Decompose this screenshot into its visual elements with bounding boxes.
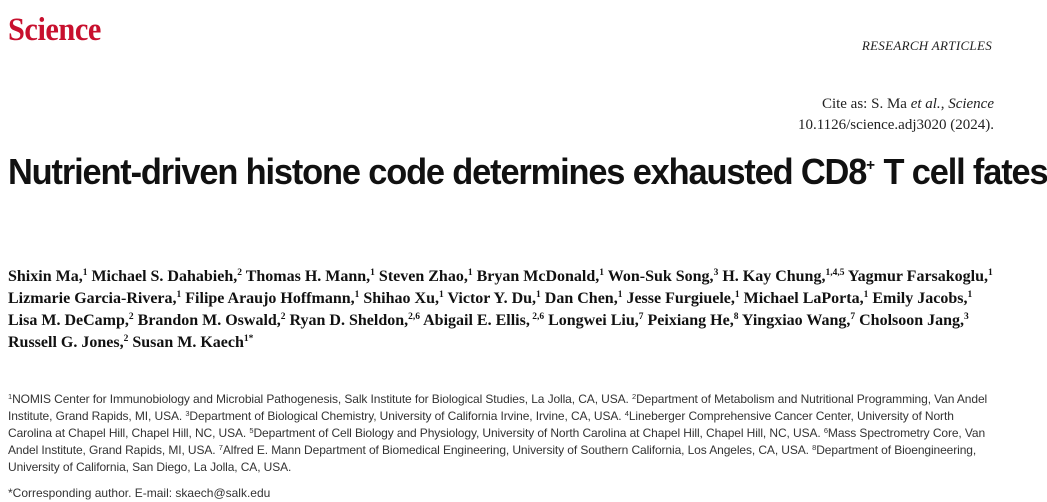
affiliation-text: Department of Biological Chemistry, University of California Irvine, Irvine, CA, USA.	[189, 409, 622, 423]
author-affiliation-mark: 1	[354, 290, 360, 300]
article-title	[8, 150, 1047, 194]
affiliation-text: Department of Metabolism and Nutritional Programming, Van Andel Institute, Grand Rapids, MI, USA.	[8, 392, 988, 423]
citation-doi: 10.1126/science.adj3020 (2024).	[797, 117, 994, 133]
author-affiliation-mark: 1	[536, 290, 541, 300]
author-name: Steven Zhao,	[378, 268, 468, 285]
author-affiliation-mark: 1	[617, 290, 623, 300]
title-superscript: +	[866, 157, 876, 174]
author-name: Susan M. Kaech	[132, 334, 244, 351]
affiliation-text: Alfred E. Mann Department of Biomedical Engineering, University of Southern California, Los Angeles, CA, USA.	[222, 443, 809, 457]
citation-prefix: Cite as: S. Ma	[821, 96, 911, 112]
title-main: Nutrient-driven histone code determines exhausted CD8	[8, 151, 867, 192]
affiliation-text: NOMIS Center for Immunobiology and Microbial Pathogenesis, Salk Institute for Biological Studies, La Jolla, CA, USA.	[12, 392, 629, 406]
author-name: Cholsoon Jang,	[859, 312, 965, 329]
author-affiliation-mark: 1	[967, 290, 973, 300]
author-affiliation-mark: 2	[128, 312, 134, 322]
author-name: H. Kay Chung,	[722, 268, 826, 285]
author-affiliation-mark: 8	[733, 312, 739, 322]
author-affiliation-mark: 3	[964, 312, 969, 322]
author-name: Thomas H. Mann,	[245, 268, 371, 285]
author-name: Shihao Xu,	[363, 290, 439, 307]
author-affiliation-mark: 1*	[243, 334, 254, 344]
author-name: Michael S. Dahabieh,	[91, 268, 238, 285]
author-affiliation-mark: 1	[82, 268, 88, 278]
affiliation-number: 2	[632, 392, 637, 401]
author-name: Abigail E. Ellis,	[423, 312, 530, 329]
affiliations	[8, 391, 998, 476]
author-affiliation-mark: 1	[176, 290, 182, 300]
citation-block	[798, 94, 994, 136]
author-name: Longwei Liu,	[548, 312, 639, 329]
author-affiliation-mark: 1	[734, 290, 740, 300]
author-affiliation-mark: 2,6	[408, 312, 420, 322]
author-affiliation-mark: 2	[280, 312, 286, 322]
author-affiliation-mark: 1	[467, 268, 473, 278]
author-name: Lizmarie Garcia-Rivera,	[8, 290, 177, 307]
author-affiliation-mark: 3	[713, 268, 719, 278]
affiliation-number: 6	[823, 426, 828, 435]
author-name: Jesse Furgiuele,	[626, 290, 735, 307]
affiliation-number: 4	[624, 409, 629, 418]
journal-logo: Science	[8, 12, 101, 48]
author-affiliation-mark: 2	[237, 268, 242, 278]
author-name: Dan Chen,	[544, 290, 618, 307]
citation-et-al: et al.	[910, 96, 941, 112]
affiliation-text: Lineberger Comprehensive Cancer Center, University of North Carolina at Chapel Hill, Chapel Hill, NC, USA.	[8, 409, 954, 440]
citation-journal: Science	[948, 96, 994, 112]
author-affiliation-mark: 7	[850, 312, 856, 322]
corresponding-author: *Corresponding author. E-mail: skaech@salk.edu	[8, 486, 271, 500]
author-affiliation-mark: 1	[988, 268, 993, 278]
author-name: Yagmur Farsakoglu,	[847, 268, 989, 285]
affiliation-text: Department of Cell Biology and Physiology, University of North Carolina at Chapel Hill, Chapel Hill, NC, USA.	[253, 426, 821, 440]
author-name: Filipe Araujo Hoffmann,	[185, 290, 355, 307]
section-label: RESEARCH ARTICLES	[861, 38, 992, 53]
author-affiliation-mark: 1,4,5	[825, 268, 845, 278]
affiliation-text: Mass Spectrometry Core, Van Andel Institute, Grand Rapids, MI, USA.	[8, 426, 986, 457]
author-affiliation-mark: 1	[863, 290, 869, 300]
author-affiliation-mark: 2,6	[529, 312, 545, 322]
author-affiliation-mark: 7	[638, 312, 644, 322]
affiliation-number: 1	[8, 392, 13, 401]
title-rest: T cell fates	[875, 151, 1047, 192]
affiliation-text: Department of Bioengineering, University of California, San Diego, La Jolla, CA, USA.	[8, 443, 977, 474]
author-affiliation-mark: 2	[123, 334, 129, 344]
author-affiliation-mark: 1	[438, 290, 444, 300]
affiliation-number: 5	[249, 426, 254, 435]
affiliation-number: 8	[812, 443, 817, 452]
affiliation-number: 3	[185, 409, 190, 418]
author-name: Michael LaPorta,	[743, 290, 864, 307]
affiliation-number: 7	[218, 443, 223, 452]
author-list	[8, 266, 998, 354]
author-name: Lisa M. DeCamp,	[8, 312, 129, 329]
author-affiliation-mark: 1	[599, 268, 604, 278]
author-name: Peixiang He,	[647, 312, 734, 329]
author-affiliation-mark: 1	[370, 268, 375, 278]
author-name: Yingxiao Wang,	[741, 312, 851, 329]
citation-line	[798, 94, 994, 115]
author-name: Victor Y. Du,	[447, 290, 537, 307]
citation-separator: ,	[940, 96, 949, 112]
author-name: Brandon M. Oswald,	[137, 312, 281, 329]
author-name: Ryan D. Sheldon,	[289, 312, 409, 329]
author-name: Russell G. Jones,	[8, 334, 124, 351]
author-name: Emily Jacobs,	[872, 290, 968, 307]
author-name: Shixin Ma,	[8, 268, 83, 285]
author-name: Bryan McDonald,	[476, 268, 600, 285]
author-name: Won-Suk Song,	[607, 268, 714, 285]
